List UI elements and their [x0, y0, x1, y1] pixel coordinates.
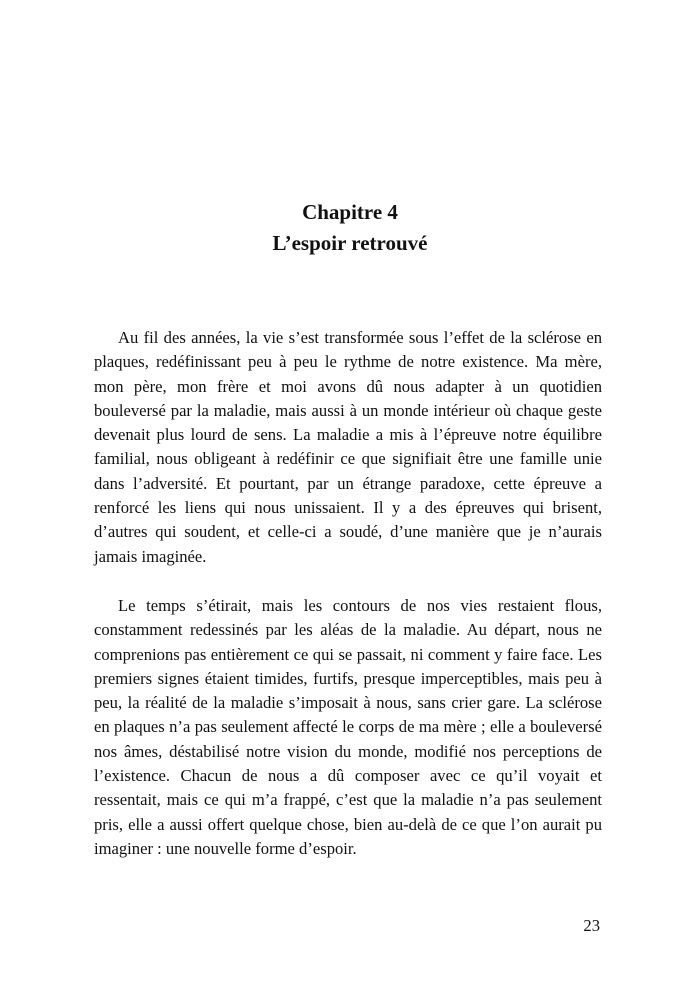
page-number: 23	[583, 916, 600, 935]
paragraph: Le temps s’étirait, mais les contours de nos vies restaient flous, constamment redessinés par les aléas de la maladie. Au départ, nous ne comprenions pas entièrement ce qui se passait, ni comment y faire face. Les premiers signes étaient timides, furtifs, presque imperceptibles, mais peu à peu, la réalité de la maladie s’imposait à nous, sans crier gare. La sclérose en plaques n’a pas seulement affecté le corps de ma mère ; elle a bouleversé nos âmes, déstabilisé notre vision du monde, modifié nos perceptions de l’existence. Chacun de nous a dû composer avec ce qu’il voyait et ressentait, mais ce qui m’a frappé, c’est que la maladie n’a pas seulement pris, elle a aussi offert quelque chose, bien au-delà de ce que l’on aurait pu imaginer : une nouvelle forme d’espoir.	[94, 596, 602, 858]
chapter-title: L’espoir retrouvé	[272, 231, 428, 255]
chapter-heading	[0, 197, 700, 259]
paragraph: Au fil des années, la vie s’est transformée sous l’effet de la sclérose en plaques, redéfinissant peu à peu le rythme de notre existence. Ma mère, mon père, mon frère et moi avons dû nous adapter à un quotidien bouleversé par la maladie, mais aussi à un monde intérieur où chaque geste devenait plus lourd de sens. La maladie a mis à l’épreuve notre équilibre familial, nous obligeant à redéfinir ce que signifiait être une famille unie dans l’adversité. Et pourtant, par un étrange paradoxe, cette épreuve a renforcé les liens qui nous unissaient. Il y a des épreuves qui brisent, d’autres qui soudent, et celle-ci a soudé, d’une manière que je n’aurais jamais imaginée.	[94, 328, 602, 566]
chapter-number: Chapitre 4	[302, 200, 398, 224]
paragraph-1-block	[94, 326, 602, 569]
paragraph-2-block	[94, 594, 602, 861]
